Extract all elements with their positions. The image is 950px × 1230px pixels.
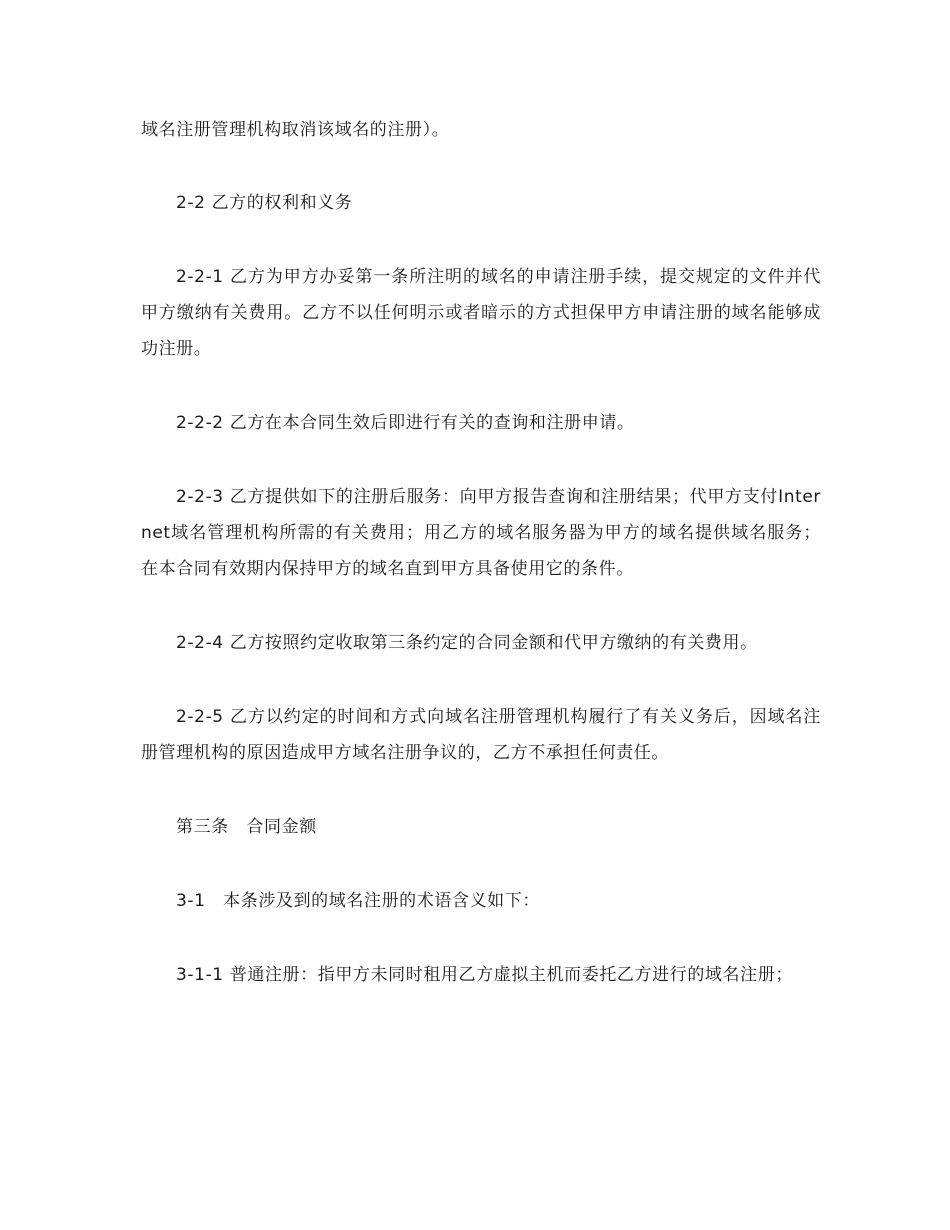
- clause-2-2-2: 2-2-2 乙方在本合同生效后即进行有关的查询和注册申请。: [176, 413, 635, 433]
- section-heading-2-2: 2-2 乙方的权利和义务: [176, 193, 353, 213]
- clause-2-2-5: 2-2-5 乙方以约定的时间和方式向域名注册管理机构履行了有关义务后，因域名注册管理机构的原因造成甲方域名注册争议的，乙方不承担任何责任。: [141, 707, 821, 763]
- clause-2-2-1: 2-2-1 乙方为甲方办妥第一条所注明的域名的申请注册手续，提交规定的文件并代甲方缴纳有关费用。乙方不以任何明示或者暗示的方式担保甲方申请注册的域名能够成功注册。: [141, 267, 821, 359]
- paragraph-continuation: 域名注册管理机构取消该域名的注册）。: [141, 120, 450, 140]
- clause-2-2-4: 2-2-4 乙方按照约定收取第三条约定的合同金额和代甲方缴纳的有关费用。: [176, 633, 758, 653]
- clause-3-1-1: 3-1-1 普通注册：指甲方未同时租用乙方虚拟主机而委托乙方进行的域名注册；: [176, 965, 793, 985]
- clause-3-1: 3-1 本条涉及到的域名注册的术语含义如下：: [176, 891, 540, 911]
- article-heading-3: 第三条 合同金额: [176, 817, 317, 837]
- clause-2-2-3: 2-2-3 乙方提供如下的注册后服务：向甲方报告查询和注册结果；代甲方支付Internet域名管理机构所需的有关费用；用乙方的域名服务器为甲方的域名提供域名服务；在本合同有效期内保持甲方的域名直到甲方具备使用它的条件。: [141, 487, 821, 579]
- document-body: [141, 112, 821, 993]
